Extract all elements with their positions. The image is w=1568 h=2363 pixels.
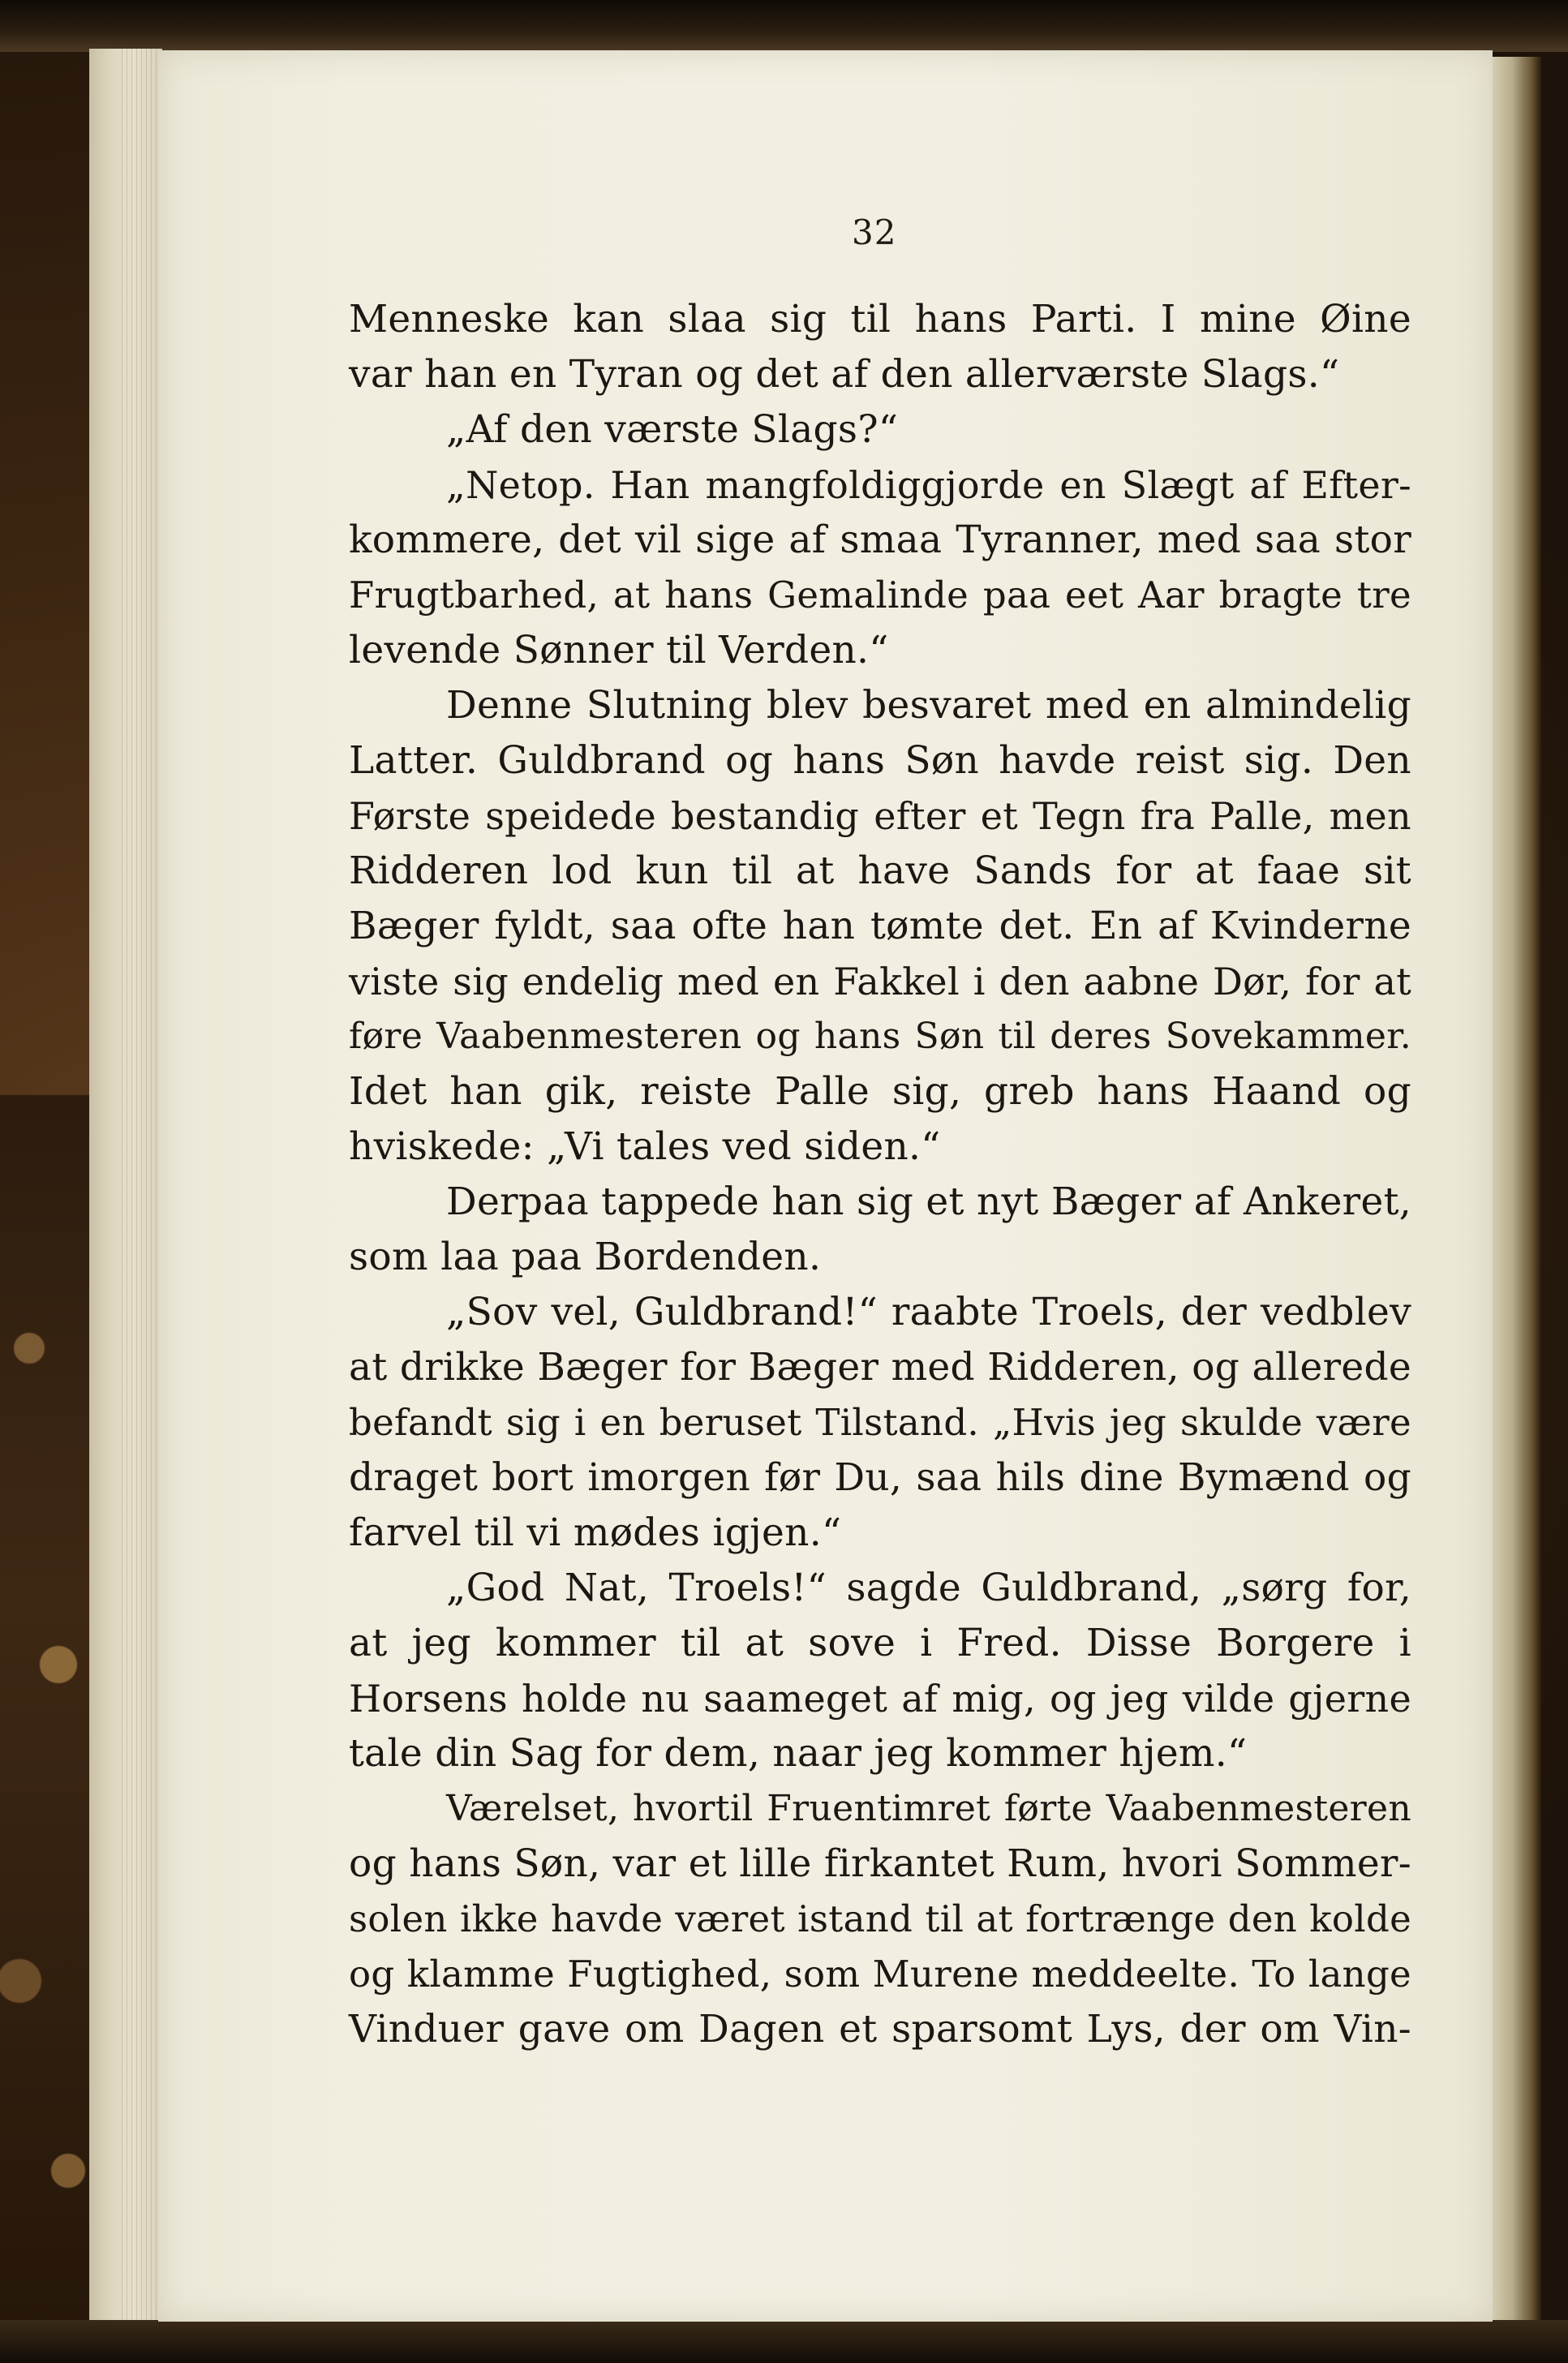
text-line: viste sig endelig med en Fakkel i den aabne Dør, for at: [349, 960, 1411, 1003]
text-line: Horsens holde nu saameget af mig, og jeg vilde gjerne: [349, 1677, 1411, 1721]
text-line: Denne Slutning blev besvaret med en almindelig: [446, 683, 1411, 728]
text-line: „Sov vel, Guldbrand!“ raabte Troels, der vedblev: [446, 1290, 1411, 1334]
text-line: Latter. Guldbrand og hans Søn havde reist sig. Den: [349, 738, 1411, 783]
text-line: Vinduer gave om Dagen et sparsomt Lys, der om Vin-: [349, 2007, 1411, 2052]
text-line: hviskede: „Vi tales ved siden.“: [349, 1124, 941, 1169]
text-line: Ridderen lod kun til at have Sands for at faae sit: [349, 849, 1411, 893]
text-line: farvel til vi mødes igjen.“: [349, 1510, 842, 1555]
text-line: Frugtbarhed, at hans Gemalinde paa eet Aar bragte tre: [349, 574, 1411, 617]
page-stack-left: [122, 49, 162, 2320]
text-line: Bæger fyldt, saa ofte han tømte det. En af Kvinderne: [349, 904, 1411, 948]
page-text: [349, 292, 1411, 2057]
top-shadow-edge: [0, 0, 1568, 52]
text-line: at drikke Bæger for Bæger med Ridderen, og allerede: [349, 1345, 1411, 1390]
text-line: „Af den værste Slags?“: [446, 407, 899, 452]
page-number: 32: [852, 213, 897, 252]
text-line: „Netop. Han mangfoldiggjorde en Slægt af Efter-: [446, 463, 1411, 507]
bottom-shadow-edge: [0, 2320, 1568, 2363]
text-line: Første speidede bestandig efter et Tegn fra Palle, men: [349, 794, 1411, 838]
text-line: draget bort imorgen før Du, saa hils dine Bymænd og: [349, 1455, 1411, 1500]
text-line: og klamme Fugtighed, som Murene meddeelte. To lange: [349, 1953, 1411, 1996]
text-line: var han en Tyran og det af den allerværste Slags.“: [349, 352, 1340, 397]
text-line: tale din Sag for dem, naar jeg kommer hjem.“: [349, 1731, 1248, 1776]
text-line: kommere, det vil sige af smaa Tyranner, med saa stor: [349, 518, 1411, 562]
text-line: at jeg kommer til at sove i Fred. Disse Borgere i: [349, 1621, 1411, 1665]
page-stack-right: [1493, 57, 1541, 2320]
text-line: og hans Søn, var et lille firkantet Rum, hvori Sommer-: [349, 1841, 1411, 1886]
text-line: føre Vaabenmesteren og hans Søn til deres Sovekammer.: [349, 1016, 1411, 1057]
text-line: „God Nat, Troels!“ sagde Guldbrand, „sørg for,: [446, 1566, 1411, 1610]
text-line: solen ikke havde været istand til at fortrænge den kolde: [349, 1897, 1411, 1940]
text-line: Menneske kan slaa sig til hans Parti. I mine Øine: [349, 297, 1411, 342]
text-line: Derpaa tappede han sig et nyt Bæger af Ankeret,: [446, 1179, 1411, 1224]
text-line: Værelset, hvortil Fruentimret førte Vaabenmesteren: [446, 1788, 1411, 1829]
text-line: befandt sig i en beruset Tilstand. „Hvis jeg skulde være: [349, 1401, 1411, 1444]
text-line: Idet han gik, reiste Palle sig, greb hans Haand og: [349, 1069, 1411, 1114]
text-line: levende Sønner til Verden.“: [349, 628, 889, 672]
text-line: som laa paa Bordenden.: [349, 1235, 822, 1279]
marbled-cover-edge: [0, 1095, 97, 2361]
